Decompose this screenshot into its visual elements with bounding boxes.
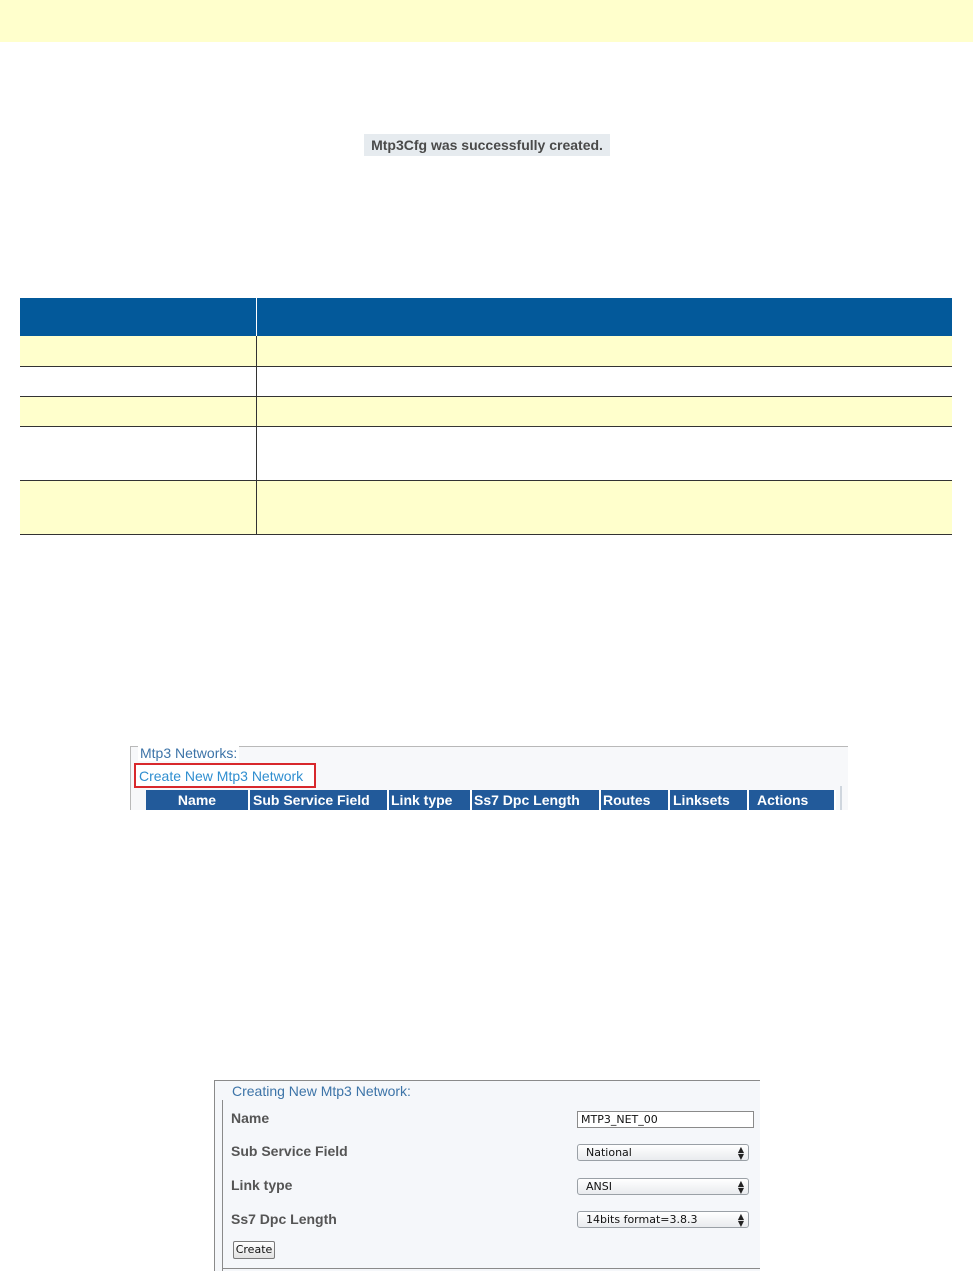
column-header-ss7-dpc-length[interactable]: Ss7 Dpc Length <box>472 790 599 810</box>
link-type-value: ANSI <box>586 1180 612 1193</box>
table-cell <box>20 426 256 480</box>
ss7-dpc-length-select[interactable] <box>577 1211 749 1228</box>
table-header-row <box>20 298 952 336</box>
select-arrows-icon: ▲ ▼ <box>737 1178 744 1195</box>
table-row <box>20 396 952 426</box>
table-cell <box>256 426 952 480</box>
create-network-panel <box>214 1080 760 1271</box>
table-row <box>20 426 952 480</box>
sub-service-field-select[interactable] <box>577 1144 749 1161</box>
select-arrows-icon: ▲ ▼ <box>737 1144 744 1161</box>
table-cell <box>256 480 952 534</box>
fieldset-border-left <box>222 1100 223 1271</box>
name-label: Name <box>231 1110 270 1126</box>
link-type-select[interactable] <box>577 1178 749 1195</box>
column-header-linksets[interactable]: Linksets <box>670 790 747 810</box>
ss7-dpc-length-value: 14bits format=3.8.3 <box>586 1213 698 1226</box>
sub-service-field-label: Sub Service Field <box>231 1143 348 1159</box>
table-row <box>20 336 952 366</box>
ss7-dpc-length-label: Ss7 Dpc Length <box>231 1211 337 1227</box>
table-cell <box>20 480 256 534</box>
success-notice: Mtp3Cfg was successfully created. <box>364 134 610 156</box>
column-header-actions[interactable]: Actions <box>749 790 834 810</box>
select-arrows-icon: ▲ ▼ <box>737 1211 744 1228</box>
create-network-legend: Creating New Mtp3 Network: <box>232 1083 411 1099</box>
link-type-label: Link type <box>231 1177 293 1193</box>
table-cell <box>20 396 256 426</box>
parameter-table <box>20 298 952 535</box>
name-input[interactable]: MTP3_NET_00 <box>577 1111 754 1128</box>
column-header-routes[interactable]: Routes <box>601 790 668 810</box>
fieldset-border-bottom <box>222 1268 760 1269</box>
table-cell <box>256 336 952 366</box>
table-cell <box>256 366 952 396</box>
column-header-sub-service-field[interactable]: Sub Service Field <box>250 790 387 810</box>
create-button[interactable]: Create <box>233 1241 275 1259</box>
table-cell <box>20 366 256 396</box>
table-header-cell <box>20 298 256 336</box>
table-row <box>20 366 952 396</box>
table-header-cell <box>256 298 952 336</box>
column-header-name[interactable]: Name <box>146 790 248 810</box>
panel-frame-edge <box>840 786 842 810</box>
mtp3-networks-legend: Mtp3 Networks: <box>140 745 238 761</box>
table-cell <box>20 336 256 366</box>
create-new-mtp3-network-link[interactable]: Create New Mtp3 Network <box>139 768 304 784</box>
table-row <box>20 480 952 534</box>
table-cell <box>256 396 952 426</box>
column-header-link-type[interactable]: Link type <box>389 790 470 810</box>
sub-service-field-value: National <box>586 1146 632 1159</box>
networks-table-header <box>146 790 836 810</box>
page-header-band <box>0 0 973 42</box>
